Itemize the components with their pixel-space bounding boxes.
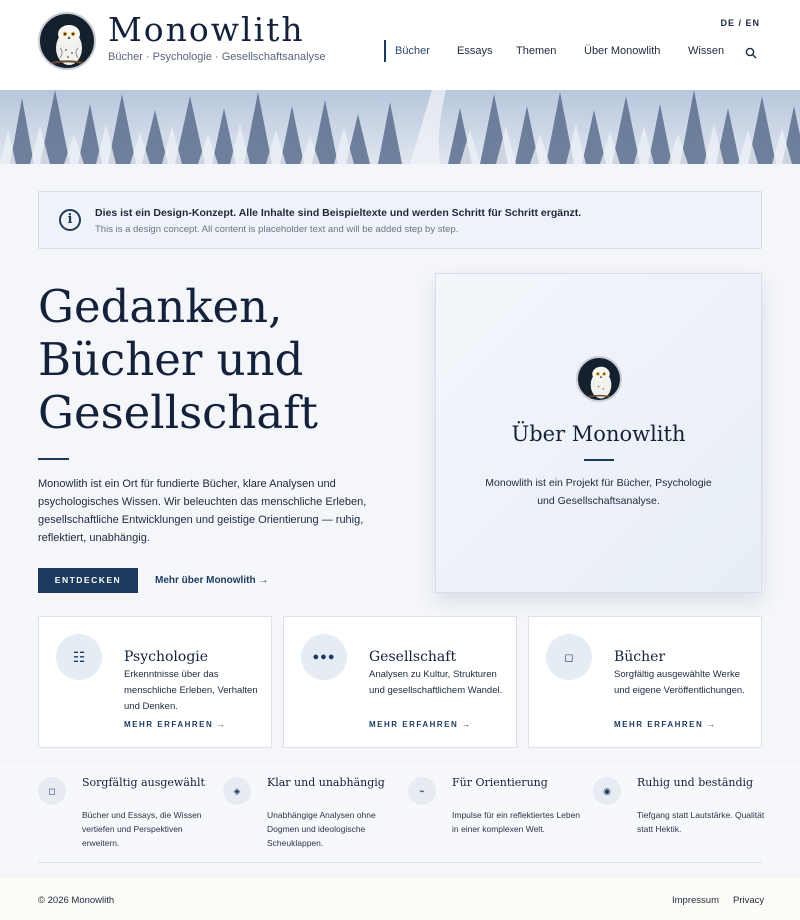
feature-title: Ruhig und beständig [637, 776, 754, 789]
feature-item [38, 765, 223, 865]
site-footer [0, 878, 800, 920]
card-text: Erkenntnisse über das menschliche Erleben, Verhalten und Denken. [124, 669, 258, 712]
search-icon[interactable] [745, 46, 757, 58]
hero-title-line: Gesellschaft [38, 386, 318, 439]
card-title: Gesellschaft [369, 649, 457, 665]
feature-title: Klar und unabhängig [267, 776, 385, 789]
nav-item-themen[interactable]: Themen [516, 45, 557, 57]
brand-title[interactable]: Monowlith [108, 10, 305, 49]
diamond-icon: ◈ [223, 777, 251, 805]
card-title: Bücher [614, 649, 666, 665]
feature-item [593, 765, 778, 865]
card-text: Analysen zu Kultur, Strukturen und gesellschaftlichem Wandel. [369, 669, 503, 696]
target-icon: ◉ [593, 777, 621, 805]
feature-text: Impulse für ein reflektiertes Leben in einer komplexen Welt. [452, 810, 581, 834]
nav-active-indicator [384, 40, 386, 62]
copyright: © 2026 Monowlith [38, 895, 115, 906]
card-icon-circle [56, 634, 102, 680]
owl-logo [576, 356, 622, 402]
card-buecher[interactable] [528, 616, 762, 748]
book-icon: ◻ [564, 651, 574, 664]
discover-button[interactable]: ENTDECKEN [38, 568, 138, 593]
info-icon: i [59, 209, 81, 231]
about-title: Über Monowlith [511, 422, 686, 446]
card-title: Psychologie [124, 649, 209, 665]
nav-item-essays[interactable]: Essays [457, 45, 493, 57]
nav-item-ueber[interactable]: Über Monowlith [584, 45, 661, 57]
feature-text: Bücher und Essays, die Wissen vertiefen und Perspektiven erweitern. [82, 810, 202, 848]
more-about-link[interactable]: Mehr über Monowlith → [155, 575, 269, 586]
footer-link-impressum[interactable]: Impressum [672, 895, 719, 906]
feature-item [223, 765, 408, 865]
card-icon-circle [301, 634, 347, 680]
nav-item-wissen[interactable]: Wissen [688, 45, 725, 57]
hero-text: Monowlith ist ein Ort für fundierte Bücher, klare Analysen und psychologisches Wissen. Wir beleuchten das menschliche Erleben, gesellschaftliche Entwicklungen und geistige Orientierung — ruhig, reflektiert, unabhängig. [38, 478, 367, 544]
card-icon-circle [546, 634, 592, 680]
footer-link-privacy[interactable]: Privacy [733, 895, 765, 906]
hero-divider [38, 458, 69, 460]
feature-title: Sorgfältig ausgewählt [82, 776, 205, 789]
card-text: Sorgfältig ausgewählte Werke und eigene Veröffentlichungen. [614, 669, 745, 696]
design-notice [38, 191, 762, 249]
nav-item-buecher[interactable]: Bücher [395, 45, 430, 57]
card-more-link[interactable]: MEHR ERFAHREN → [124, 720, 227, 729]
card-more-link[interactable]: MEHR ERFAHREN → [614, 720, 717, 729]
brand-subtitle: Bücher · Psychologie · Gesellschaftsanalyse [108, 51, 326, 63]
wave-icon: ⌁ [408, 777, 436, 805]
feature-title: Für Orientierung [452, 776, 548, 789]
feature-item [408, 765, 593, 865]
hero-title [38, 280, 418, 439]
hero-title-line: Gedanken, [38, 280, 283, 333]
square-icon: ◻ [38, 777, 66, 805]
feature-text: Unabhängige Analysen ohne Dogmen und ideologische Scheuklappen. [267, 810, 376, 848]
card-psychologie[interactable] [38, 616, 272, 748]
language-switch[interactable]: DE / EN [720, 18, 760, 28]
about-divider [584, 459, 614, 461]
feature-text: Tiefgang statt Lautstärke. Qualität statt Hektik. [637, 810, 765, 834]
hero-title-line: Bücher und [38, 333, 304, 386]
site-header [0, 0, 800, 90]
winter-forest-banner [0, 90, 800, 164]
features-strip [0, 765, 800, 875]
about-text: Monowlith ist ein Projekt für Bücher, Psychologie und Gesellschaftsanalyse. [485, 477, 712, 507]
dots-icon: ●●● [312, 651, 336, 663]
card-gesellschaft[interactable] [283, 616, 517, 748]
owl-logo[interactable] [38, 12, 96, 70]
notice-subtitle: This is a design concept. All content is placeholder text and will be added step by step. [95, 224, 459, 235]
notice-title: Dies ist ein Design-Konzept. Alle Inhalte sind Beispieltexte und werden Schritt für Schritt ergänzt. [95, 207, 582, 219]
card-more-link[interactable]: MEHR ERFAHREN → [369, 720, 472, 729]
about-card [435, 273, 762, 593]
divider [38, 862, 762, 863]
list-icon: ☷ [72, 648, 86, 665]
